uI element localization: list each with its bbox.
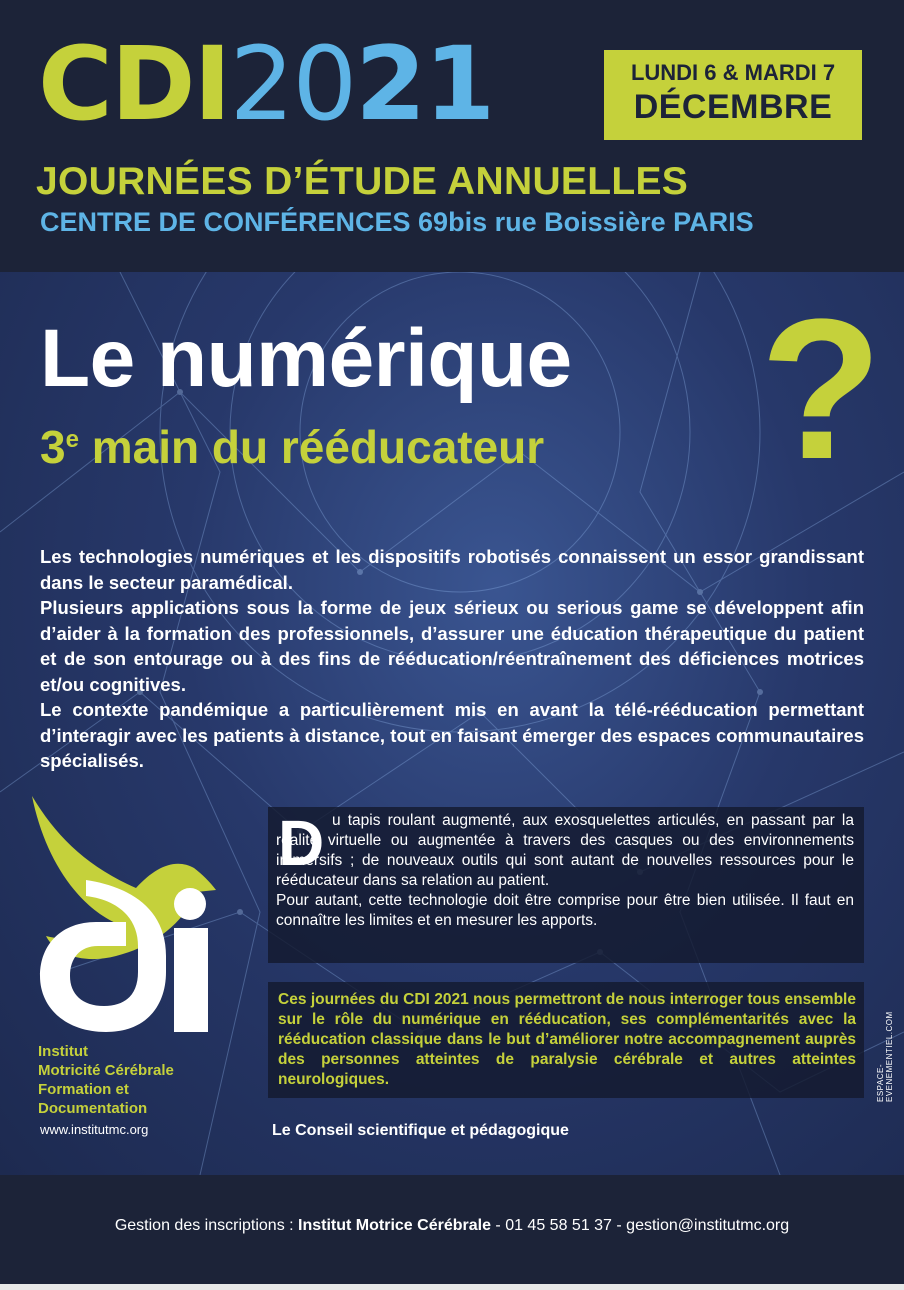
date-line2: DÉCEMBRE: [633, 88, 833, 126]
registration-contact: - 01 45 58 51 37 - gestion@institutmc.org: [490, 1217, 790, 1234]
footer: [0, 1175, 904, 1290]
hero-title: Le numérique: [40, 313, 572, 404]
date-line1: LUNDI 6 & MARDI 7: [630, 60, 836, 85]
main-panel: [0, 272, 904, 1175]
vertical-credit: ESPACE-EVENEMENTIEL.COM: [876, 1011, 894, 1102]
hero-subtitle-rest: main du rééducateur: [78, 421, 545, 473]
intro-paragraph: Plusieurs applications sous la forme de jeux sérieux ou serious game se développent afin d’aider à la formation des professionnels, d’assurer une éducation thérapeutique du patient et de son entourage ou à des fins de rééducation/réentraînement des déficiences motrices et/ou cognitives.: [40, 597, 864, 695]
cdi-goals-box: [268, 982, 864, 1098]
year-part1: 20: [229, 25, 356, 144]
intro-paragraph: Le contexte pandémique a particulièrement mis en avant la télé-rééducation permettant d’interagir avec les patients à distance, tout en faisant émerger des espaces communautaires spécialisés.: [40, 699, 864, 771]
technology-paragraph: u tapis roulant augmenté, aux exosquelettes articulés, en passant par la réalité virtuelle ou augmentée à travers des casques ou des environnements immersifs ; de nouveaux outils qui sont autant de nouvelles ressources pour le rééducateur dans sa relation au patient.: [276, 812, 854, 889]
institute-line: Documentation: [38, 1100, 148, 1117]
technology-paragraph: Pour autant, cette technologie doit être comprise pour être bien utilisée. Il faut en connaître les limites et en mesurer les apports.: [276, 892, 854, 929]
institute-url-link[interactable]: www.institutmc.org: [40, 1122, 149, 1137]
institute-line: Institut: [38, 1043, 88, 1060]
institute-line: Formation et: [38, 1081, 129, 1098]
registration-prefix: Gestion des inscriptions :: [114, 1217, 299, 1234]
bottom-strip: [0, 1284, 904, 1290]
cdi-goals-text: Ces journées du CDI 2021 nous permettront de nous interroger tous ensemble sur le rôle du numérique en rééducation, ses complémentarités avec la rééducation classique dans le but d’améliorer notre accompagnement auprès des personnes atteintes de paralysie cérébrale et autres atteintes neurologiques.: [278, 991, 856, 1088]
institute-line: Motricité Cérébrale: [38, 1062, 174, 1079]
cdi-text: CDI: [38, 25, 230, 144]
registration-org: Institut Motrice Cérébrale: [298, 1217, 491, 1234]
event-venue: CENTRE DE CONFÉRENCES 69bis rue Boissière PARIS: [40, 207, 754, 237]
question-mark: ?: [760, 278, 883, 501]
date-box: [604, 50, 862, 140]
intro-text: [40, 544, 864, 774]
intro-paragraph: Les technologies numériques et les dispositifs robotisés connaissent un essor grandissant dans le secteur paramédical.: [40, 546, 864, 593]
technology-box: [268, 807, 864, 963]
hero-subtitle: [40, 420, 544, 474]
year-part2: 21: [355, 25, 494, 144]
registration-info: [0, 1217, 904, 1235]
drop-cap: D: [278, 807, 325, 879]
imc-bird-logo-icon: [26, 796, 216, 1036]
technology-box-text: [276, 807, 854, 931]
cdi-2021-logo: [38, 25, 494, 144]
hero-subtitle-sup: e: [65, 426, 79, 453]
hero-subtitle-prefix: 3: [40, 421, 66, 473]
signature: Le Conseil scientifique et pédagogique: [272, 1122, 569, 1139]
event-subtitle: JOURNÉES D’ÉTUDE ANNUELLES: [36, 160, 689, 203]
header: [0, 0, 904, 272]
institute-name: [38, 1042, 174, 1118]
